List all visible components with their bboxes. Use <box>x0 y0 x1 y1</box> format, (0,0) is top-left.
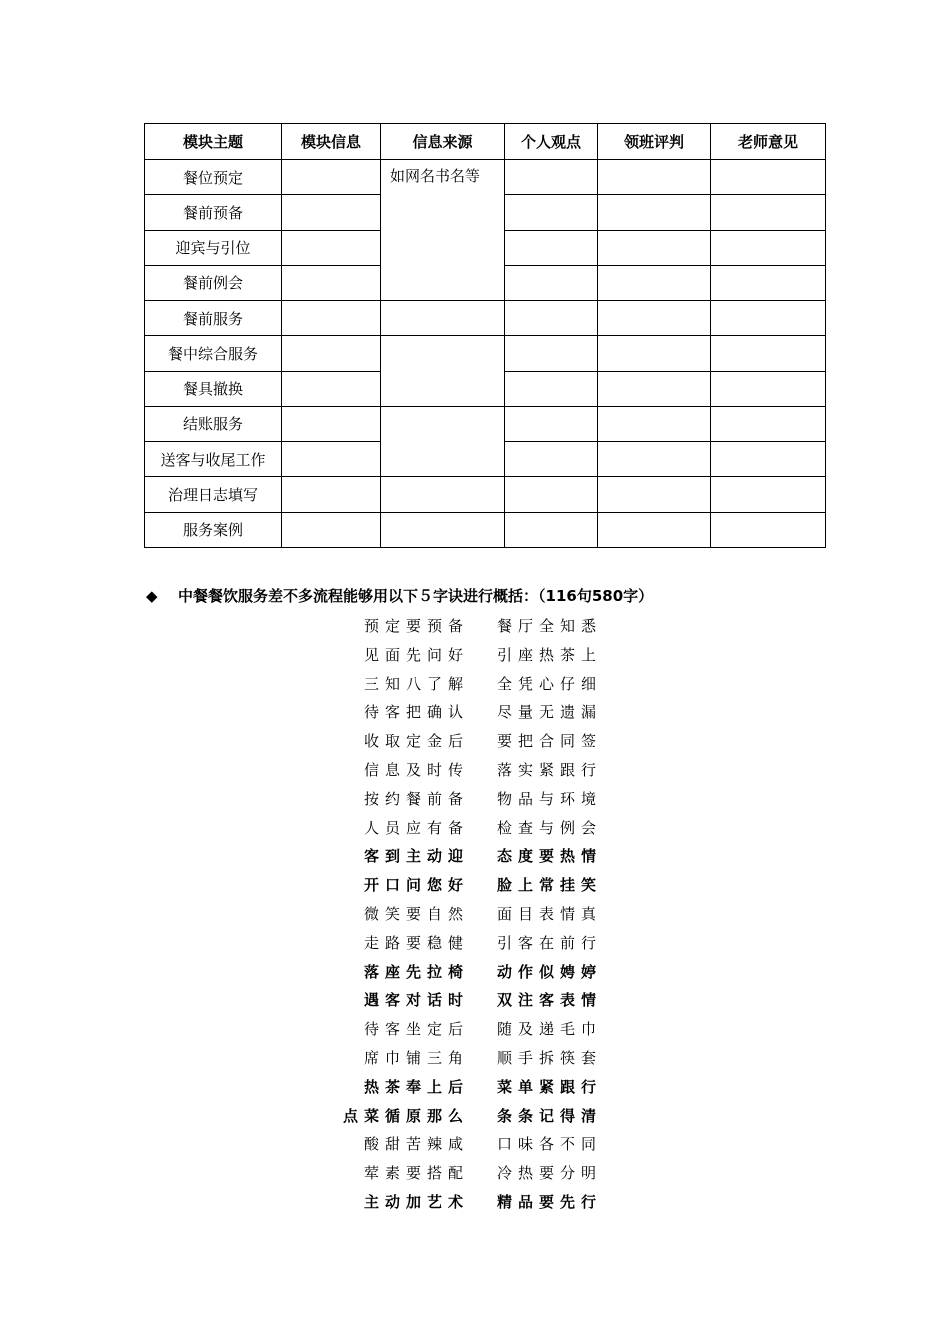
info-cell <box>282 195 381 230</box>
opinion-cell <box>505 160 598 195</box>
verse-list <box>0 612 950 1217</box>
verse-line <box>0 900 950 929</box>
teacher-cell <box>711 265 826 300</box>
table-row <box>145 336 826 371</box>
verse-first-half: 热茶奉上后 <box>363 1077 469 1096</box>
table-row <box>145 406 826 441</box>
supervisor-cell <box>598 301 711 336</box>
topic-cell: 餐中综合服务 <box>145 336 282 371</box>
table-row <box>145 512 826 547</box>
verse-line <box>0 698 950 727</box>
verse-first-half: 点菜循原那么 <box>342 1106 469 1125</box>
supervisor-cell <box>598 477 711 512</box>
verse-line <box>0 785 950 814</box>
verse-first-half: 客到主动迎 <box>363 847 469 866</box>
opinion-cell <box>505 265 598 300</box>
supervisor-cell <box>598 230 711 265</box>
topic-cell: 餐前服务 <box>145 301 282 336</box>
verse-first-half: 信息及时传 <box>363 760 469 779</box>
verse-line <box>0 612 950 641</box>
info-cell <box>282 160 381 195</box>
verse-line <box>0 929 950 958</box>
verse-first-half: 微笑要自然 <box>363 904 469 923</box>
teacher-cell <box>711 301 826 336</box>
supervisor-cell <box>598 160 711 195</box>
verse-second-half: 检查与例会 <box>497 818 603 837</box>
supervisor-cell <box>598 336 711 371</box>
verse-line <box>0 871 950 900</box>
header-topic: 模块主题 <box>145 124 282 160</box>
verse-line <box>0 1188 950 1217</box>
source-cell <box>381 477 505 512</box>
verse-second-half: 动作似娉婷 <box>497 962 603 981</box>
intro-line <box>146 585 653 606</box>
teacher-cell <box>711 160 826 195</box>
verse-line <box>0 1073 950 1102</box>
verse-first-half: 落座先拉椅 <box>363 962 469 981</box>
supervisor-cell <box>598 265 711 300</box>
source-cell: 如网名书名等 <box>381 160 505 301</box>
verse-line <box>0 1159 950 1188</box>
teacher-cell <box>711 406 826 441</box>
supervisor-cell <box>598 406 711 441</box>
table-row <box>145 301 826 336</box>
verse-line <box>0 1015 950 1044</box>
info-cell <box>282 301 381 336</box>
module-table <box>144 123 826 548</box>
supervisor-cell <box>598 442 711 477</box>
info-cell <box>282 230 381 265</box>
info-cell <box>282 371 381 406</box>
verse-second-half: 引客在前行 <box>497 933 603 952</box>
teacher-cell <box>711 442 826 477</box>
verse-second-half: 落实紧跟行 <box>497 760 603 779</box>
topic-cell: 服务案例 <box>145 512 282 547</box>
verse-second-half: 双注客表情 <box>497 991 603 1010</box>
topic-cell: 迎宾与引位 <box>145 230 282 265</box>
diamond-bullet-icon: ◆ <box>146 587 158 605</box>
teacher-cell <box>711 477 826 512</box>
info-cell <box>282 336 381 371</box>
teacher-cell <box>711 371 826 406</box>
header-teacher: 老师意见 <box>711 124 826 160</box>
verse-first-half: 收取定金后 <box>363 732 469 751</box>
topic-cell: 餐具撤换 <box>145 371 282 406</box>
topic-cell: 餐前例会 <box>145 265 282 300</box>
verse-line <box>0 1044 950 1073</box>
supervisor-cell <box>598 195 711 230</box>
verse-second-half: 态度要热情 <box>497 847 603 866</box>
opinion-cell <box>505 371 598 406</box>
verse-line <box>0 958 950 987</box>
verse-first-half: 走路要稳健 <box>363 933 469 952</box>
header-info: 模块信息 <box>282 124 381 160</box>
verse-line <box>0 756 950 785</box>
verse-second-half: 精品要先行 <box>497 1192 603 1211</box>
opinion-cell <box>505 442 598 477</box>
verse-line <box>0 1102 950 1131</box>
verse-second-half: 脸上常挂笑 <box>497 876 603 895</box>
opinion-cell <box>505 230 598 265</box>
verse-line <box>0 814 950 843</box>
verse-line <box>0 727 950 756</box>
verse-first-half: 待客把确认 <box>363 703 469 722</box>
source-cell <box>381 336 505 407</box>
verse-first-half: 人员应有备 <box>363 818 469 837</box>
verse-line <box>0 842 950 871</box>
table-header-row <box>145 124 826 160</box>
verse-second-half: 尽量无遗漏 <box>497 703 603 722</box>
verse-first-half: 荤素要搭配 <box>363 1164 469 1183</box>
teacher-cell <box>711 336 826 371</box>
header-supervisor: 领班评判 <box>598 124 711 160</box>
topic-cell: 餐前预备 <box>145 195 282 230</box>
table-row <box>145 160 826 195</box>
verse-second-half: 条条记得清 <box>497 1106 603 1125</box>
source-cell <box>381 406 505 477</box>
verse-line <box>0 670 950 699</box>
topic-cell: 结账服务 <box>145 406 282 441</box>
verse-second-half: 餐厅全知悉 <box>497 617 603 635</box>
verse-first-half: 见面先问好 <box>363 645 469 664</box>
topic-cell: 餐位预定 <box>145 160 282 195</box>
opinion-cell <box>505 406 598 441</box>
supervisor-cell <box>598 512 711 547</box>
verse-first-half: 主动加艺术 <box>363 1192 469 1211</box>
opinion-cell <box>505 477 598 512</box>
verse-first-half: 酸甜苦辣咸 <box>363 1135 469 1154</box>
source-cell <box>381 301 505 336</box>
verse-first-half: 遇客对话时 <box>363 991 469 1010</box>
opinion-cell <box>505 301 598 336</box>
verse-first-half: 席巾铺三角 <box>363 1048 469 1067</box>
info-cell <box>282 477 381 512</box>
verse-second-half: 口味各不同 <box>497 1135 603 1154</box>
info-cell <box>282 442 381 477</box>
teacher-cell <box>711 230 826 265</box>
verse-second-half: 全凭心仔细 <box>497 674 603 693</box>
header-source: 信息来源 <box>381 124 505 160</box>
info-cell <box>282 265 381 300</box>
info-cell <box>282 512 381 547</box>
verse-line <box>0 986 950 1015</box>
supervisor-cell <box>598 371 711 406</box>
source-cell <box>381 512 505 547</box>
opinion-cell <box>505 512 598 547</box>
verse-first-half: 开口问您好 <box>363 876 469 895</box>
verse-second-half: 引座热茶上 <box>497 645 603 664</box>
verse-first-half: 待客坐定后 <box>363 1020 469 1039</box>
verse-second-half: 物品与环境 <box>497 789 603 808</box>
verse-second-half: 菜单紧跟行 <box>497 1077 603 1096</box>
info-cell <box>282 406 381 441</box>
verse-second-half: 冷热要分明 <box>497 1164 603 1183</box>
verse-second-half: 随及递毛巾 <box>497 1020 603 1039</box>
topic-cell: 治理日志填写 <box>145 477 282 512</box>
header-opinion: 个人观点 <box>505 124 598 160</box>
opinion-cell <box>505 195 598 230</box>
teacher-cell <box>711 195 826 230</box>
verse-second-half: 面目表情真 <box>497 904 603 923</box>
verse-second-half: 要把合同签 <box>497 732 603 751</box>
opinion-cell <box>505 336 598 371</box>
verse-second-half: 顺手拆筷套 <box>497 1048 603 1067</box>
verse-line <box>0 641 950 670</box>
teacher-cell <box>711 512 826 547</box>
verse-first-half: 按约餐前备 <box>363 789 469 808</box>
intro-text: 中餐餐饮服务差不多流程能够用以下５字诀进行概括：（116句580字） <box>178 587 654 605</box>
topic-cell: 送客与收尾工作 <box>145 442 282 477</box>
verse-line <box>0 1130 950 1159</box>
table-row <box>145 477 826 512</box>
verse-first-half: 三知八了解 <box>363 674 469 693</box>
verse-first-half: 预定要预备 <box>363 617 469 635</box>
